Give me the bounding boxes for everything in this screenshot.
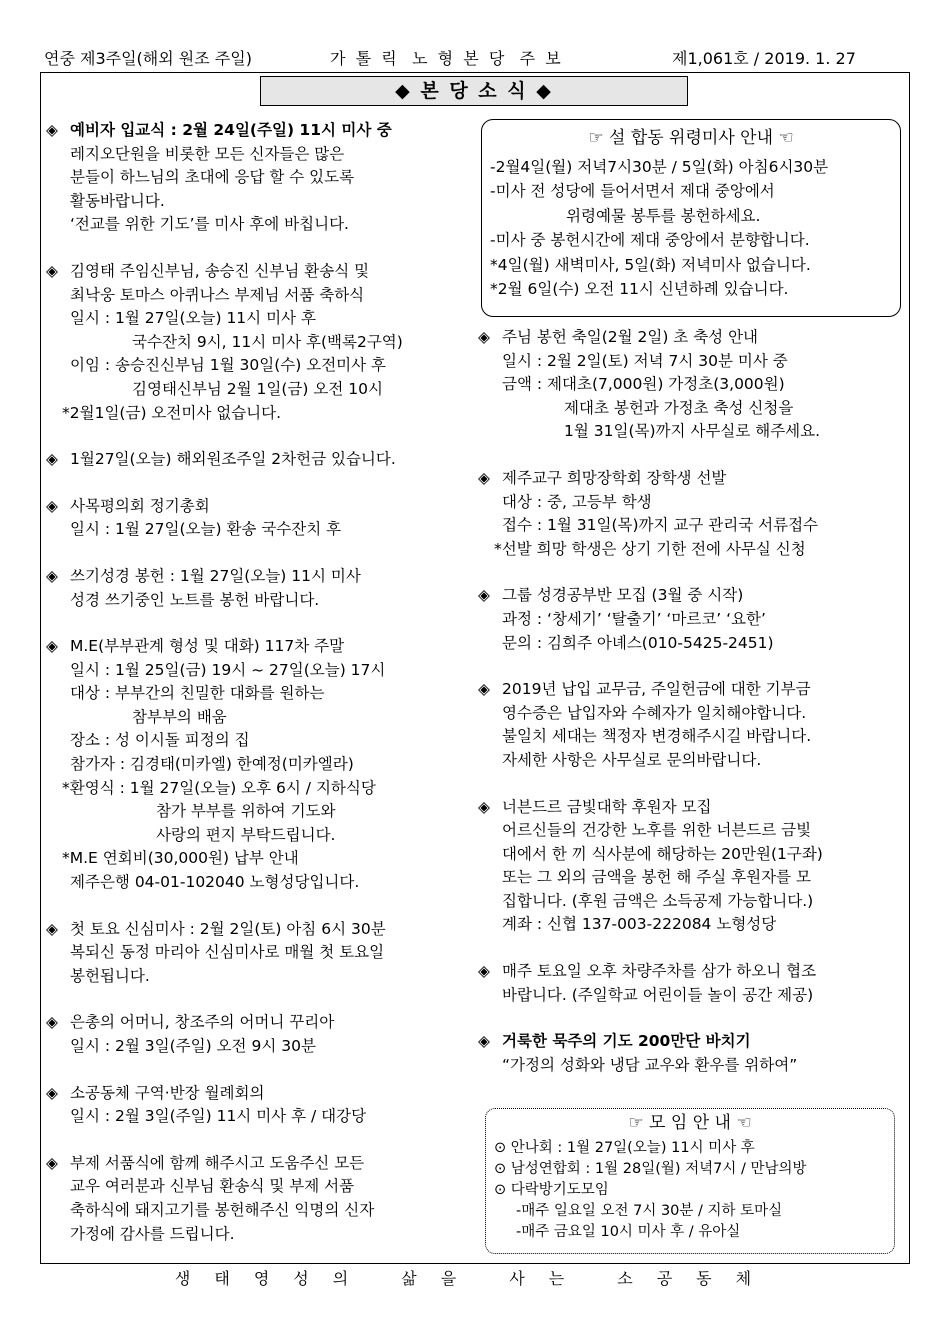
notice-line: 어르신들의 건강한 노후를 위한 너븐드르 금빛 xyxy=(502,821,812,840)
notice-line: 참가 부부를 위하여 기도와 xyxy=(156,802,336,821)
box-line: -매주 일요일 오전 7시 30분 / 지하 토마실 xyxy=(516,1203,783,1219)
notice-line: 일시 : 2월 3일(주일) 11시 미사 후 / 대강당 xyxy=(70,1107,367,1126)
notice-line: 레지오단원을 비롯한 모든 신자들은 많은 xyxy=(70,144,345,163)
notice-item xyxy=(478,584,903,655)
diamond-bullet-icon: ◈ xyxy=(46,450,58,469)
notice-line: 축하식에 돼지고기를 봉헌해주신 익명의 신자 xyxy=(70,1200,375,1219)
notice-item xyxy=(46,1011,466,1058)
notice-line: 참부부의 배움 xyxy=(132,707,227,726)
memorial-mass-box xyxy=(481,119,901,317)
diamond-bullet-icon: ◈ xyxy=(478,962,490,981)
notice-line: M.E(부부관계 형성 및 대화) 117차 주말 xyxy=(70,637,345,656)
diamond-bullet-icon: ◈ xyxy=(478,328,490,346)
diamond-bullet-icon: ◈ xyxy=(478,797,490,816)
notice-line: 불일치 세대는 책정자 변경해주시길 바랍니다. xyxy=(502,727,812,746)
notice-line: 참가자 : 김경태(미카엘) 한예정(미카엘라) xyxy=(70,755,354,774)
diamond-bullet-icon: ◈ xyxy=(46,919,58,938)
notice-item xyxy=(478,796,903,938)
notice-item xyxy=(46,918,466,989)
notice-line: 최낙웅 토마스 아퀴나스 부제님 서품 축하식 xyxy=(70,285,365,304)
section-title: ◆ 본 당 소 식 ◆ xyxy=(260,76,688,106)
notice-line: 예비자 입교식 : 2월 24일(주일) 11시 미사 중 xyxy=(70,121,392,139)
notice-item xyxy=(478,1030,903,1077)
notice-item xyxy=(478,467,903,561)
notice-line: 활동바랍니다. xyxy=(70,191,165,210)
masthead-issue: 제1,061호 / 2019. 1. 27 xyxy=(672,49,856,68)
notice-line: 또는 그 외의 금액을 봉헌 해 주실 후원자를 모 xyxy=(502,868,811,887)
notice-line: ‘전교를 위한 기도’를 미사 후에 바칩니다. xyxy=(70,215,349,234)
notice-line: 김영태신부님 2월 1일(금) 오전 10시 xyxy=(132,379,383,398)
notice-line: 봉헌됩니다. xyxy=(70,966,150,985)
notice-line: 1월27일(오늘) 해외원조주일 2차헌금 있습니다. xyxy=(70,450,396,469)
footer-motto: 생태영성의 삶을 사는 소공동체 xyxy=(174,1269,776,1288)
box-line: -매주 금요일 10시 미사 후 / 유아실 xyxy=(516,1224,741,1240)
notice-line: 쓰기성경 봉헌 : 1월 27일(오늘) 11시 미사 xyxy=(70,566,361,585)
diamond-bullet-icon: ◈ xyxy=(478,680,490,699)
notice-item xyxy=(478,326,903,444)
notice-line: *2월1일(금) 오전미사 없습니다. xyxy=(62,403,282,422)
diamond-bullet-icon: ◈ xyxy=(478,586,490,605)
notice-item xyxy=(46,1082,466,1129)
notice-line: 사랑의 편지 부탁드립니다. xyxy=(156,825,336,844)
notice-line: 일시 : 1월 27일(오늘) 11시 미사 후 xyxy=(70,309,316,328)
notice-line: 주님 봉헌 축일(2월 2일) 초 축성 안내 xyxy=(502,328,759,346)
notice-line: 그룹 성경공부반 모집 (3월 중 시작) xyxy=(502,586,744,605)
notice-line: 매주 토요일 오후 차량주차를 삼가 하오니 협조 xyxy=(502,962,817,981)
diamond-bullet-icon: ◈ xyxy=(46,566,58,585)
box-line: ⊙ 남성연합회 : 1월 28일(월) 저녁7시 / 만남의방 xyxy=(494,1161,807,1177)
notice-line: 국수잔치 9시, 11시 미사 후(백록2구역) xyxy=(132,332,403,351)
notice-line: 교우 여러분과 신부님 환송식 및 부제 서품 xyxy=(70,1177,355,1196)
notice-line: 일시 : 2월 3일(주일) 오전 9시 30분 xyxy=(70,1037,316,1055)
left-column xyxy=(46,119,466,1269)
notice-line: 일시 : 1월 27일(오늘) 환송 국수잔치 후 xyxy=(70,520,342,539)
notice-line: 대에서 한 끼 식사분에 해당하는 20만원(1구좌) xyxy=(502,844,823,863)
notice-line: 부제 서품식에 함께 해주시고 도움주신 모든 xyxy=(70,1153,365,1172)
box-line: 위령예물 봉투를 봉헌하세요. xyxy=(566,206,761,225)
notice-item xyxy=(478,960,903,1007)
notice-item xyxy=(46,448,466,472)
notice-item xyxy=(46,495,466,542)
box-line: -미사 중 봉헌시간에 제대 중앙에서 분향합니다. xyxy=(490,231,810,249)
notice-line: *환영식 : 1월 27일(오늘) 오후 6시 / 지하식당 xyxy=(62,778,376,797)
diamond-bullet-icon: ◈ xyxy=(46,637,58,656)
diamond-bullet-icon: ◈ xyxy=(46,496,58,515)
box-line: -미사 전 성당에 들어서면서 제대 중앙에서 xyxy=(490,182,775,200)
notice-line: 이임 : 송승진신부님 1월 30일(수) 오전미사 후 xyxy=(70,356,387,375)
notice-line: 가정에 감사를 드립니다. xyxy=(70,1224,235,1243)
notice-line: 복되신 동정 마리아 신심미사로 매월 첫 토요일 xyxy=(70,943,385,962)
right-column xyxy=(478,326,903,1100)
box-line: ⊙ 안나회 : 1월 27일(오늘) 11시 미사 후 xyxy=(494,1140,755,1156)
memorial-mass-title: ☞ 설 합동 위령미사 안내 ☜ xyxy=(588,128,794,148)
box-line: *4일(월) 새벽미사, 5일(화) 저녁미사 없습니다. xyxy=(490,255,811,274)
notice-line: 소공동체 구역·반장 월례회의 xyxy=(70,1083,265,1102)
masthead xyxy=(40,46,910,70)
notice-line: 접수 : 1월 31일(목)까지 교구 관리국 서류접수 xyxy=(502,516,819,535)
notice-item xyxy=(46,260,466,425)
notice-line: *M.E 연회비(30,000원) 납부 안내 xyxy=(62,849,299,868)
diamond-bullet-icon: ◈ xyxy=(478,468,490,487)
notice-line: 영수증은 납입자와 수혜자가 일치해야합니다. xyxy=(502,703,807,722)
notice-line: 과정 : ‘창세기’ ‘탈출기’ ‘마르코’ ‘요한’ xyxy=(502,609,766,628)
diamond-bullet-icon: ◈ xyxy=(46,261,58,280)
notice-item xyxy=(478,678,903,772)
diamond-bullet-icon: ◈ xyxy=(478,1032,490,1051)
notice-line: 일시 : 2월 2일(토) 저녁 7시 30분 미사 중 xyxy=(502,351,788,370)
notice-item xyxy=(46,119,466,237)
notice-line: 성경 쓰기중인 노트를 봉헌 바랍니다. xyxy=(70,590,320,609)
notice-item xyxy=(46,565,466,612)
masthead-week: 연중 제3주일(해외 원조 주일) xyxy=(44,49,252,68)
notice-line: 일시 : 1월 25일(금) 19시 ~ 27일(오늘) 17시 xyxy=(70,660,386,679)
notice-line: 금액 : 제대초(7,000원) 가정초(3,000원) xyxy=(502,375,785,394)
meeting-title: ☞ 모 임 안 내 ☜ xyxy=(628,1113,752,1133)
box-line: -2월4일(월) 저녁7시30분 / 5일(화) 아침6시30분 xyxy=(490,157,829,176)
notice-line: 집합니다. (후원 금액은 소득공제 가능합니다.) xyxy=(502,891,814,910)
notice-line: 분들이 하느님의 초대에 응답 할 수 있도록 xyxy=(70,168,355,187)
box-line: *2월 6일(수) 오전 11시 신년하례 있습니다. xyxy=(490,280,789,298)
notice-line: 대상 : 부부간의 친밀한 대화를 원하는 xyxy=(70,684,325,703)
box-line: ⊙ 다락방기도모임 xyxy=(494,1182,609,1198)
masthead-title: 가 톨 릭 노 형 본 당 주 보 xyxy=(330,49,561,68)
notice-line: 거룩한 묵주의 기도 200만단 바치기 xyxy=(502,1032,751,1051)
notice-line: 너븐드르 금빛대학 후원자 모집 xyxy=(502,797,712,816)
diamond-bullet-icon: ◈ xyxy=(46,1013,58,1032)
diamond-bullet-icon: ◈ xyxy=(46,1153,58,1172)
notice-line: 대상 : 중, 고등부 학생 xyxy=(502,492,652,511)
notice-line: 문의 : 김희주 아녜스(010-5425-2451) xyxy=(502,633,774,652)
notice-line: 자세한 사항은 사무실로 문의바랍니다. xyxy=(502,750,762,769)
notice-line: 장소 : 성 이시돌 피정의 집 xyxy=(70,731,250,750)
notice-line: 첫 토요 신심미사 : 2월 2일(토) 아침 6시 30분 xyxy=(70,919,386,938)
notice-item xyxy=(46,1152,466,1246)
notice-line: 바랍니다. (주일학교 어린이들 놀이 공간 제공) xyxy=(502,985,814,1004)
notice-line: *선발 희망 학생은 상기 기한 전에 사무실 신청 xyxy=(494,539,806,558)
notice-line: 제주은행 04-01-102040 노형성당입니다. xyxy=(70,873,360,892)
diamond-bullet-icon: ◈ xyxy=(46,1083,58,1102)
notice-line: 사목평의회 정기총회 xyxy=(70,496,210,515)
notice-line: 계좌 : 신협 137-003-222084 노형성당 xyxy=(502,915,777,934)
notice-line: 1월 31일(목)까지 사무실로 해주세요. xyxy=(564,422,821,441)
diamond-bullet-icon: ◈ xyxy=(46,121,58,139)
notice-line: 2019년 납입 교무금, 주일헌금에 대한 기부금 xyxy=(502,680,811,699)
notice-line: 제대초 봉헌과 가정초 축성 신청을 xyxy=(564,398,794,417)
notice-line: “가정의 성화와 냉담 교우와 환우를 위하여” xyxy=(502,1055,798,1074)
notice-item xyxy=(46,635,466,895)
notice-line: 은총의 어머니, 창조주의 어머니 꾸리아 xyxy=(70,1013,335,1032)
notice-line: 김영태 주임신부님, 송승진 신부님 환송식 및 xyxy=(70,261,370,280)
notice-line: 제주교구 희망장학회 장학생 선발 xyxy=(502,468,727,487)
meeting-box xyxy=(485,1108,895,1254)
